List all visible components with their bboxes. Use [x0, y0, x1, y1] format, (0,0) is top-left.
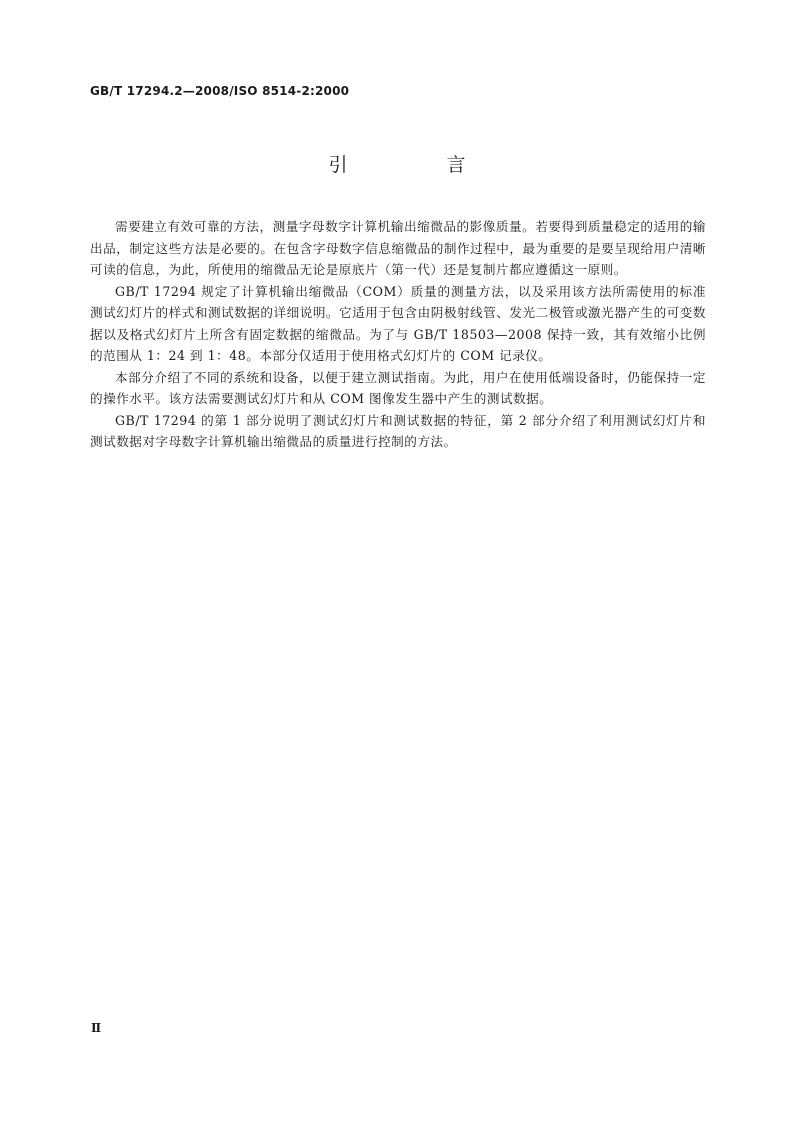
body-text: [90, 216, 706, 453]
paragraph-1: 需要建立有效可靠的方法，测量字母数字计算机输出缩微品的影像质量。若要得到质量稳定的适用的输出品，制定这些方法是必要的。在包含字母数字信息缩微品的制作过程中，最为重要的是要呈现给用户清晰可读的信息，为此，所使用的缩微品无论是原底片（第一代）还是复制片都应遵循这一原则。: [90, 219, 706, 277]
section-title: 引 言: [328, 154, 506, 176]
paragraph-2: GB/T 17294 规定了计算机输出缩微品（COM）质量的测量方法，以及采用该方法所需使用的标准测试幻灯片的样式和测试数据的详细说明。它适用于包含由阴极射线管、发光二极管或激光器产生的可变数据以及格式幻灯片上所含有固定数据的缩微品。为了与 GB/T 18503—2008 保持一致，其有效缩小比例的范围从 1：24 到 1：48。本部分仅适用于使用格式幻灯片的 COM 记录仪。: [90, 283, 706, 363]
paragraph-4: GB/T 17294 的第 1 部分说明了测试幻灯片和测试数据的特征，第 2 部分介绍了利用测试幻灯片和测试数据对字母数字计算机输出缩微品的质量进行控制的方法。: [90, 412, 706, 449]
page-number: Ⅱ: [91, 1021, 102, 1035]
document-standard-number: GB/T 17294.2—2008/ISO 8514-2:2000: [90, 84, 350, 98]
paragraph-3: 本部分介绍了不同的系统和设备，以便于建立测试指南。为此，用户在使用低端设备时，仍能保持一定的操作水平。该方法需要测试幻灯片和从 COM 图像发生器中产生的测试数据。: [90, 369, 706, 406]
